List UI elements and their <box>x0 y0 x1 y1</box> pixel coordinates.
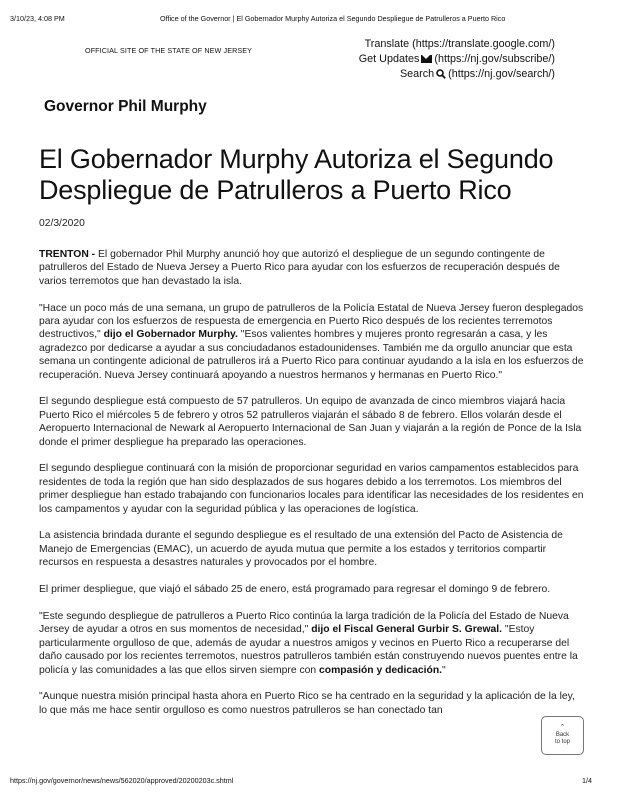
footer-url: https://nj.gov/governor/news/news/562020/approved/20200203c.shtml <box>10 776 234 785</box>
back-to-top-button[interactable] <box>541 716 584 755</box>
paragraph-2-quote: "Hace un poco más de una semana, un grupo de patrulleros de la Policía Estatal de Nueva Jersey fueron desplegados para ayudar con los esfuerzos de respuesta de emergencia en Puerto Rico después de los recientes terremotos destructivos," <box>39 302 584 341</box>
search-label: Search <box>399 68 435 80</box>
search-url: (https://nj.gov/search/) <box>448 68 555 80</box>
official-site-label: OFFICIAL SITE OF THE STATE OF NEW JERSEY <box>85 46 253 55</box>
get-updates-url: (https://nj.gov/subscribe/) <box>434 53 555 65</box>
paragraph-1 <box>39 248 584 288</box>
print-datetime: 3/10/23, 4:08 PM <box>10 14 65 23</box>
paragraph-1-text: El gobernador Phil Murphy anunció hoy que autorizó el despliegue de un segundo contingente de patrulleros del Estado de Nueva Jersey a Puerto Rico para ayudar con los esfuerzos de recuperación después de varios terremotos que han devastado la isla. <box>39 249 560 287</box>
article-body <box>39 248 584 731</box>
paragraph-5: La asistencia brindada durante el segundo despliegue es el resultado de una extensión del Pacto de Asistencia de Manejo de Emergencias (EMAC), un acuerdo de ayuda mutua que permite a los estados y territorios compartir recursos en respuesta a desastres naturales y provocados por el hombre. <box>39 530 563 569</box>
search-link[interactable] <box>359 67 555 82</box>
chevron-up-icon: ˆ <box>561 723 564 733</box>
paragraph-6: El primer despliegue, que viajó el sábado 25 de enero, está programado para regresar el domingo 9 de febrero. <box>39 584 551 596</box>
paragraph-2-quote-cont: "Esos valientes hombres y mujeres pronto regresarán a casa, y les agradezco por dedicarse a ayudar a sus conciudadanos estadounidenses. También me da orgullo anunciar que esta semana un contingente adicional de patrulleros irá a Puerto Rico para continuar ayudando a la isla en los esfuerzos de recuperación. Nueva Jersey continuará apoyando a nuestros hermanos y hermanas en Puerto Rico." <box>39 329 584 381</box>
envelope-icon <box>421 55 432 63</box>
paragraph-7-attribution: dijo el Fiscal General Gurbir S. Grewal. <box>311 624 503 636</box>
get-updates-link[interactable] <box>359 52 555 67</box>
search-icon <box>436 69 446 79</box>
back-to-top-line1: Back <box>555 732 570 738</box>
paragraph-8: "Aunque nuestra misión principal hasta ahora en Puerto Rico se ha centrado en la seguridad y la aplicación de la ley, lo que más me hace sentir orgulloso es como nuestros patrulleros se han conectado tan <box>39 691 575 716</box>
paragraph-7-close-quote: " <box>442 664 446 676</box>
paragraph-7 <box>39 610 584 677</box>
get-updates-label: Get Updates <box>358 53 420 65</box>
article-title: El Gobernador Murphy Autoriza el Segundo Despliegue de Patrulleros a Puerto Rico <box>39 144 554 205</box>
paragraph-3: El segundo despliegue está compuesto de 57 patrulleros. Un equipo de avanzada de cinco miembros viajará hacia Puerto Rico el miércoles 5 de febrero y otros 52 patrulleros viajarán el sábado 8 de febrero. Ellos volarán desde el Aeropuerto Internacional de Newark al Aeropuerto Internacional de San Juan y viajarán a la región de Ponce de la Isla donde el primer despliegue ha preparado las operaciones. <box>39 396 582 448</box>
paragraph-2-attribution: dijo el Gobernador Murphy. <box>103 329 238 341</box>
translate-link[interactable]: Translate (https://translate.google.com/) <box>364 38 555 50</box>
print-page-title: Office of the Governor | El Gobernador Murphy Autoriza el Segundo Despliegue de Patrulleros a Puerto Rico <box>160 14 506 23</box>
paragraph-2 <box>39 302 584 382</box>
article-date: 02/3/2020 <box>39 218 85 229</box>
paragraph-7-quote: "Este segundo despliegue de patrulleros a Puerto Rico continúa la larga tradición de la Policía del Estado de Nueva Jersey de ayudar a otros en sus momentos de necesidad," <box>39 610 569 636</box>
paragraph-4: El segundo despliegue continuará con la misión de proporcionar seguridad en varios campamentos establecidos para residentes de toda la región que han sido desplazados de sus hogares debido a los terremotos. Los miembros del primer despliegue han estado trabajando con funcionarios locales para identificar las necesidades de los residentes en los campamentos y ayudar con la seguridad pública y las operaciones de logística. <box>39 463 584 515</box>
governor-name[interactable]: Governor Phil Murphy <box>44 98 207 115</box>
paragraph-7-bold-phrase: compasión y dedicación. <box>319 664 443 676</box>
page-number: 1/4 <box>582 776 592 785</box>
dateline: TRENTON - <box>39 249 96 260</box>
top-links <box>359 37 555 82</box>
print-header <box>0 10 618 26</box>
back-to-top-line2: to top <box>554 739 570 745</box>
paragraph-7-quote-cont: "Estoy particularmente orgulloso de que, además de ayudar a nuestros amigos y vecinos en Puerto Rico a recuperarse del daño causado por los recientes terremotos, nuestros patrulleros también están construyendo nuevos puentes entre la policía y las comunidades a las que ellos sirven siempre con <box>39 624 578 676</box>
